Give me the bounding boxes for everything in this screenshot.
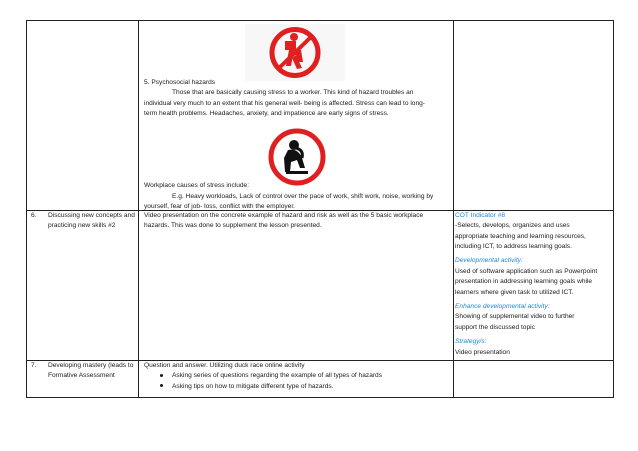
developmental-activity-title: Developmental activity: — [455, 257, 523, 264]
dev-line2: presentation in addressing learning goals while — [455, 278, 593, 285]
section-5-para-line1: Those that are basically causing stress to a worker. This kind of hazard troubles an — [172, 89, 414, 96]
col-divider-1 — [138, 21, 139, 397]
causes-label: Workplace causes of stress include: — [144, 182, 250, 189]
section-5-heading: 5. Psychosocial hazards — [144, 79, 216, 86]
causes-line1: E.g. Heavy workloads, Lack of control over the pace of work, shift work, noise, working by — [172, 192, 434, 200]
dev-line3: learners where given task to utilized ICT. — [455, 288, 574, 296]
cot-line1: -Selects, develops, organizes and uses — [455, 222, 570, 229]
cot-line2: appropriate teaching and learning resources, — [455, 232, 586, 240]
lifting-hazard-icon — [245, 24, 345, 81]
section-5-para-line3: term health problems. Headaches, anxiety, and impatience are early signs of stress. — [144, 110, 389, 117]
causes-line2: yourself, fear of job- loss, conflict with the employer. — [144, 203, 295, 210]
row-6-title-line2: practicing new skills #2 — [48, 222, 116, 229]
stressed-person-icon — [260, 128, 334, 186]
row-7-title-line2: Formative Assessment — [48, 372, 115, 379]
row-6-number: 6. — [31, 211, 37, 219]
strategy-title: Strategy/s: — [455, 338, 487, 345]
row-7-title-line1: Developing mastery (leads to — [48, 361, 134, 369]
enh-line2: support the discussed topic — [455, 323, 535, 331]
bullet-text: Asking series of questions regarding the example of all types of hazards — [172, 372, 383, 379]
list-item — [160, 382, 334, 393]
bullet-icon — [160, 374, 163, 377]
cot-indicator-title: COT Indicator #8 — [455, 211, 506, 219]
enh-line1: Showing of supplemental video to further — [455, 313, 575, 320]
strategy-line1: Video presentation — [455, 348, 510, 356]
col-divider-2 — [453, 21, 454, 397]
cot-line3: including ICT, to address learning goals. — [455, 243, 572, 250]
bullet-text: Asking tips on how to mitigate different type of hazards. — [172, 382, 334, 390]
dev-line1: Used of software application such as Powerpoint — [455, 267, 598, 275]
section-5-para-line2: individual very much to an extent that his general well- being is affected. Stress can lead to long- — [144, 99, 426, 107]
bullet-icon — [160, 384, 163, 387]
row-7-intro: Question and answer. Utilizing duck race online activity — [144, 361, 305, 369]
list-item — [160, 371, 382, 382]
row-7-number: 7. — [31, 361, 37, 369]
row-6-desc-line1: Video presentation on the concrete example of hazard and risk as well as the 5 basic workplace — [144, 211, 424, 219]
row-6-desc-line2: hazards. This was done to supplement the lesson presented. — [144, 222, 322, 229]
enhance-activity-title: Enhance developmental activity: — [455, 302, 550, 310]
row-6-title-line1: Discussing new concepts and — [48, 211, 135, 219]
